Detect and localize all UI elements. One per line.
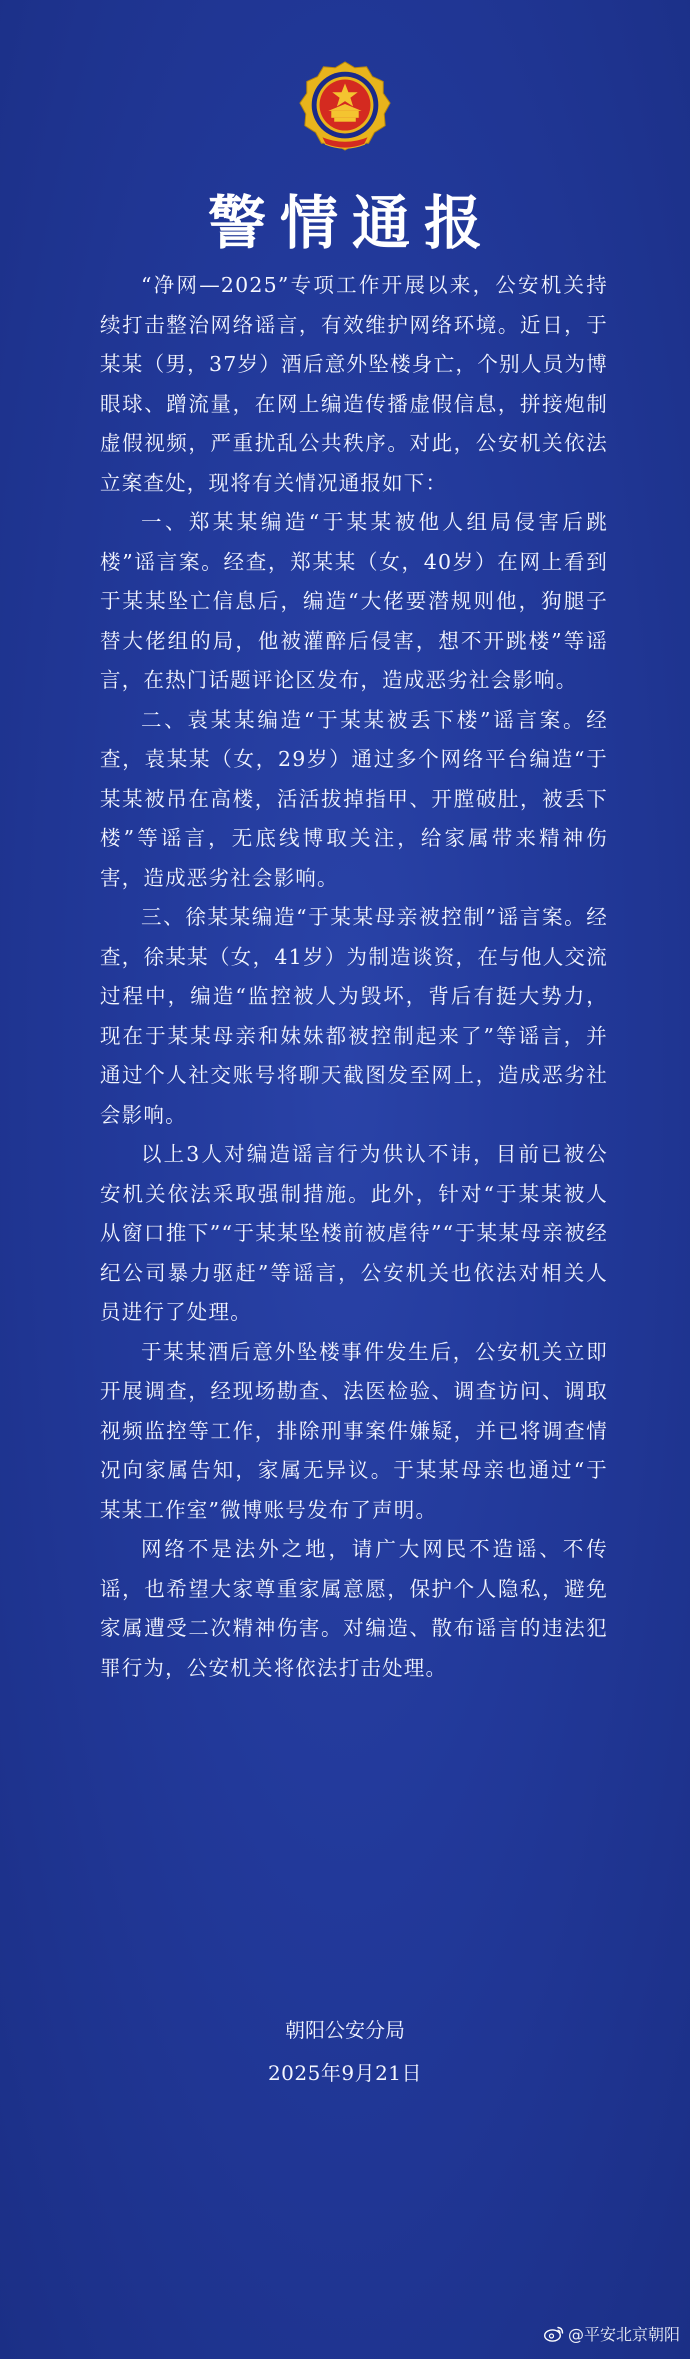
paragraph-summary: 以上3人对编造谣言行为供认不讳，目前已被公安机关依法采取强制措施。此外，针对“于某某被人从窗口推下”“于某某坠楼前被虐待”“于某某母亲被经纪公司暴力驱赶”等谣言，公安机关也依法对相关人员进行了处理。 bbox=[100, 1142, 608, 1324]
weibo-icon bbox=[544, 2325, 564, 2342]
paragraph-case-3: 三、徐某某编造“于某某母亲被控制”谣言案。经查，徐某某（女，41岁）为制造谈资，在与他人交流过程中，编造“监控被人为毁坏，背后有挺大势力，现在于某某母亲和妹妹都被控制起来了”等谣言，并通过个人社交账号将聊天截图发至网上，造成恶劣社会影响。 bbox=[100, 905, 608, 1127]
signature-date: 2025年9月21日 bbox=[267, 2061, 423, 2085]
paragraph-appeal: 网络不是法外之地，请广大网民不造谣、不传谣，也希望大家尊重家属意愿，保护个人隐私，避免家属遭受二次精神伤害。对编造、散布谣言的违法犯罪行为，公安机关将依法打击处理。 bbox=[100, 1537, 608, 1680]
paragraph-investigation: 于某某酒后意外坠楼事件发生后，公安机关立即开展调查，经现场勘查、法医检验、调查访问、调取视频监控等工作，排除刑事案件嫌疑，并已将调查情况向家属告知，家属无异议。于某某母亲也通过“于某某工作室”微博账号发布了声明。 bbox=[100, 1339, 608, 1522]
notice-body bbox=[100, 266, 608, 1688]
page-title: 警情通报 bbox=[207, 189, 496, 257]
paragraph-case-2: 二、袁某某编造“于某某被丢下楼”谣言案。经查，袁某某（女，29岁）通过多个网络平台编造“于某某被吊在高楼，活活拔掉指甲、开膛破肚，被丢下楼”等谣言，无底线博取关注，给家属带来精神伤害，造成恶劣社会影响。 bbox=[100, 707, 608, 890]
watermark-text: @平安北京朝阳 bbox=[567, 2325, 680, 2344]
police-emblem-icon bbox=[296, 58, 394, 156]
weibo-watermark bbox=[544, 2322, 680, 2345]
paragraph-intro: “净网—2025”专项工作开展以来，公安机关持续打击整治网络谣言，有效维护网络环境。近日，于某某（男，37岁）酒后意外坠楼身亡，个别人员为博眼球、蹭流量，在网上编造传播虚假信息，拼接炮制虚假视频，严重扰乱公共秩序。对此，公安机关依法立案查处，现将有关情况通报如下： bbox=[100, 273, 608, 495]
signature-org: 朝阳公安分局 bbox=[285, 2018, 405, 2042]
paragraph-case-1: 一、郑某某编造“于某某被他人组局侵害后跳楼”谣言案。经查，郑某某（女，40岁）在网上看到于某某坠亡信息后，编造“大佬要潜规则他，狗腿子替大佬组的局，他被灌醉后侵害，想不开跳楼”等谣言，在热门话题评论区发布，造成恶劣社会影响。 bbox=[100, 510, 608, 692]
